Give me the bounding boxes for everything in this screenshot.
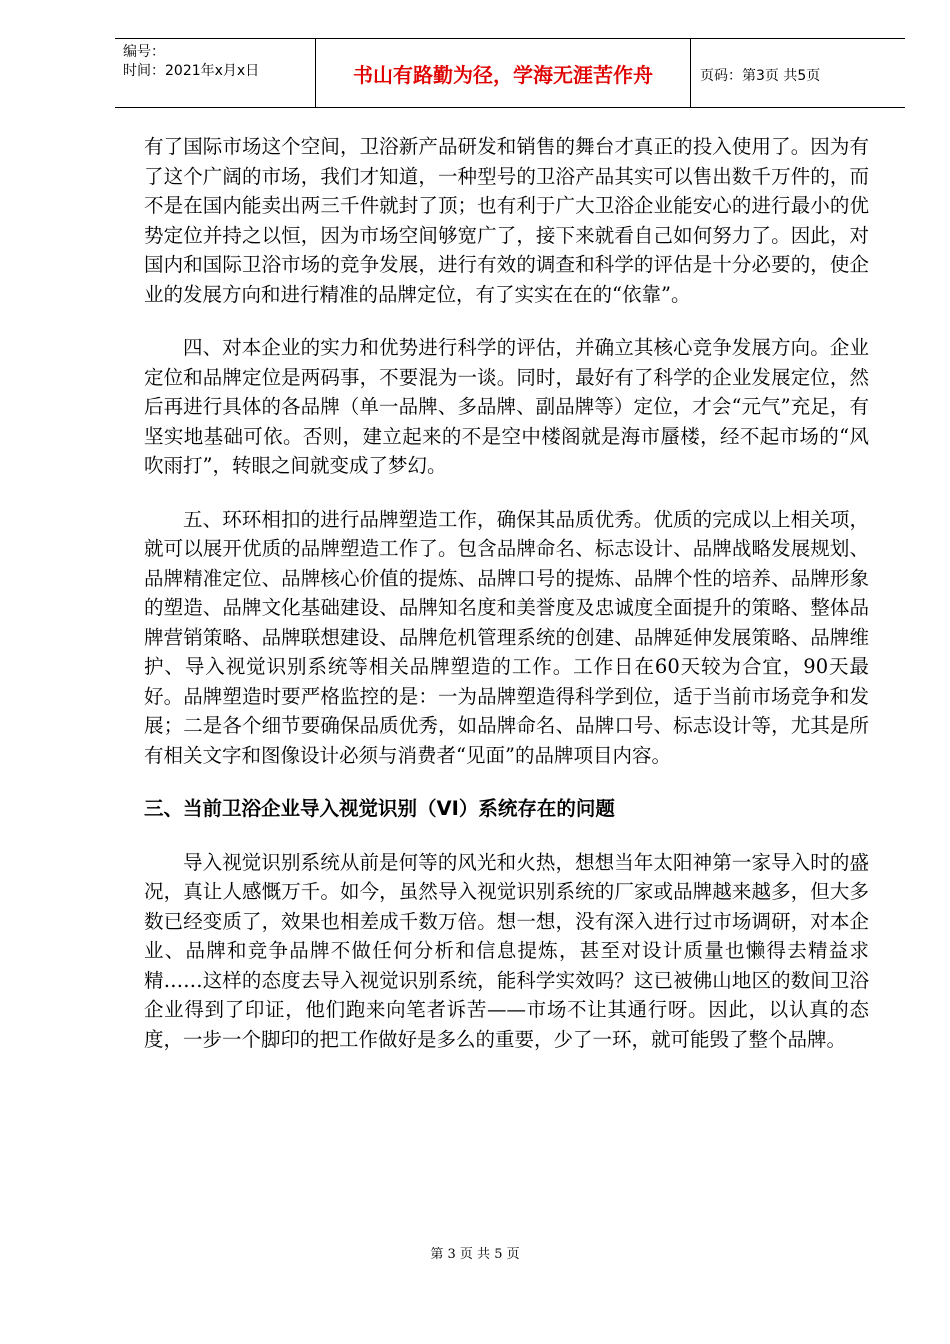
section-heading: 三、当前卫浴企业导入视觉识别（VI）系统存在的问题 [144, 797, 615, 820]
slogan: 书山有路勤为径，学海无涯苦作舟 [353, 63, 653, 87]
header-slogan-cell [315, 39, 691, 107]
paragraph-enterprise-evaluation: 四、对本企业的实力和优势进行科学的评估，并确立其核心竞争发展方向。企业定位和品牌定位是两码事，不要混为一谈。同时，最好有了科学的企业发展定位，然后再进行具体的各品牌（单一品牌、多品牌、副品牌等）定位，才会“元气”充足，有坚实地基础可依。否则，建立起来的不是空中楼阁就是海市蜃楼，经不起市场的“风吹雨打”，转眼之间就变成了梦幻。 [144, 336, 869, 477]
page-header [115, 38, 905, 108]
header-meta [115, 39, 315, 107]
document-time-label: 时间：2021年x月x日 [123, 63, 260, 79]
paragraph-international-market: 有了国际市场这个空间，卫浴新产品研发和销售的舞台才真正的投入使用了。因为有了这个广阔的市场，我们才知道，一种型号的卫浴产品其实可以售出数千万件的，而不是在国内能卖出两三千件就封了顶；也有利于广大卫浴企业能安心的进行最小的优势定位并持之以恒，因为市场空间够宽广了，接下来就看自己如何努力了。因此，对国内和国际卫浴市场的竞争发展，进行有效的调查和科学的评估是十分必要的，使企业的发展方向和进行精准的品牌定位，有了实实在在的“依靠”。 [144, 135, 869, 306]
document-body [144, 132, 869, 1078]
page-footer: 第 3 页 共 5 页 [430, 1247, 520, 1262]
header-page-info: 页码：第3页 共5页 [700, 68, 821, 84]
header-page-cell [690, 39, 905, 107]
paragraph-vi-problems: 导入视觉识别系统从前是何等的风光和火热，想想当年太阳神第一家导入时的盛况，真让人感慨万千。如今，虽然导入视觉识别系统的厂家或品牌越来越多，但大多数已经变质了，效果也相差成千数万倍。想一想，没有深入进行过市场调研，对本企业、品牌和竞争品牌不做任何分析和信息提炼，甚至对设计质量也懒得去精益求精……这样的态度去导入视觉识别系统，能科学实效吗？这已被佛山地区的数间卫浴企业得到了印证，他们跑来向笔者诉苦——市场不让其通行呀。因此，以认真的态度，一步一个脚印的把工作做好是多么的重要，少了一环，就可能毁了整个品牌。 [144, 850, 869, 1051]
paragraph-brand-building: 五、环环相扣的进行品牌塑造工作，确保其品质优秀。优质的完成以上相关项，就可以展开优质的品牌塑造工作了。包含品牌命名、标志设计、品牌战略发展规划、品牌精准定位、品牌核心价值的提炼、品牌口号的提炼、品牌个性的培养、品牌形象的塑造、品牌文化基础建设、品牌知名度和美誉度及忠诚度全面提升的策略、整体品牌营销策略、品牌联想建设、品牌危机管理系统的创建、品牌延伸发展策略、品牌维护、导入视觉识别系统等相关品牌塑造的工作。工作日在60天较为合宜，90天最好。品牌塑造时要严格监控的是：一为品牌塑造得科学到位，适于当前市场竞争和发展；二是各个细节要确保品质优秀，如品牌命名、品牌口号、标志设计等，尤其是所有相关文字和图像设计必须与消费者“见面”的品牌项目内容。 [144, 507, 869, 767]
document-number-label: 编号： [123, 44, 165, 60]
